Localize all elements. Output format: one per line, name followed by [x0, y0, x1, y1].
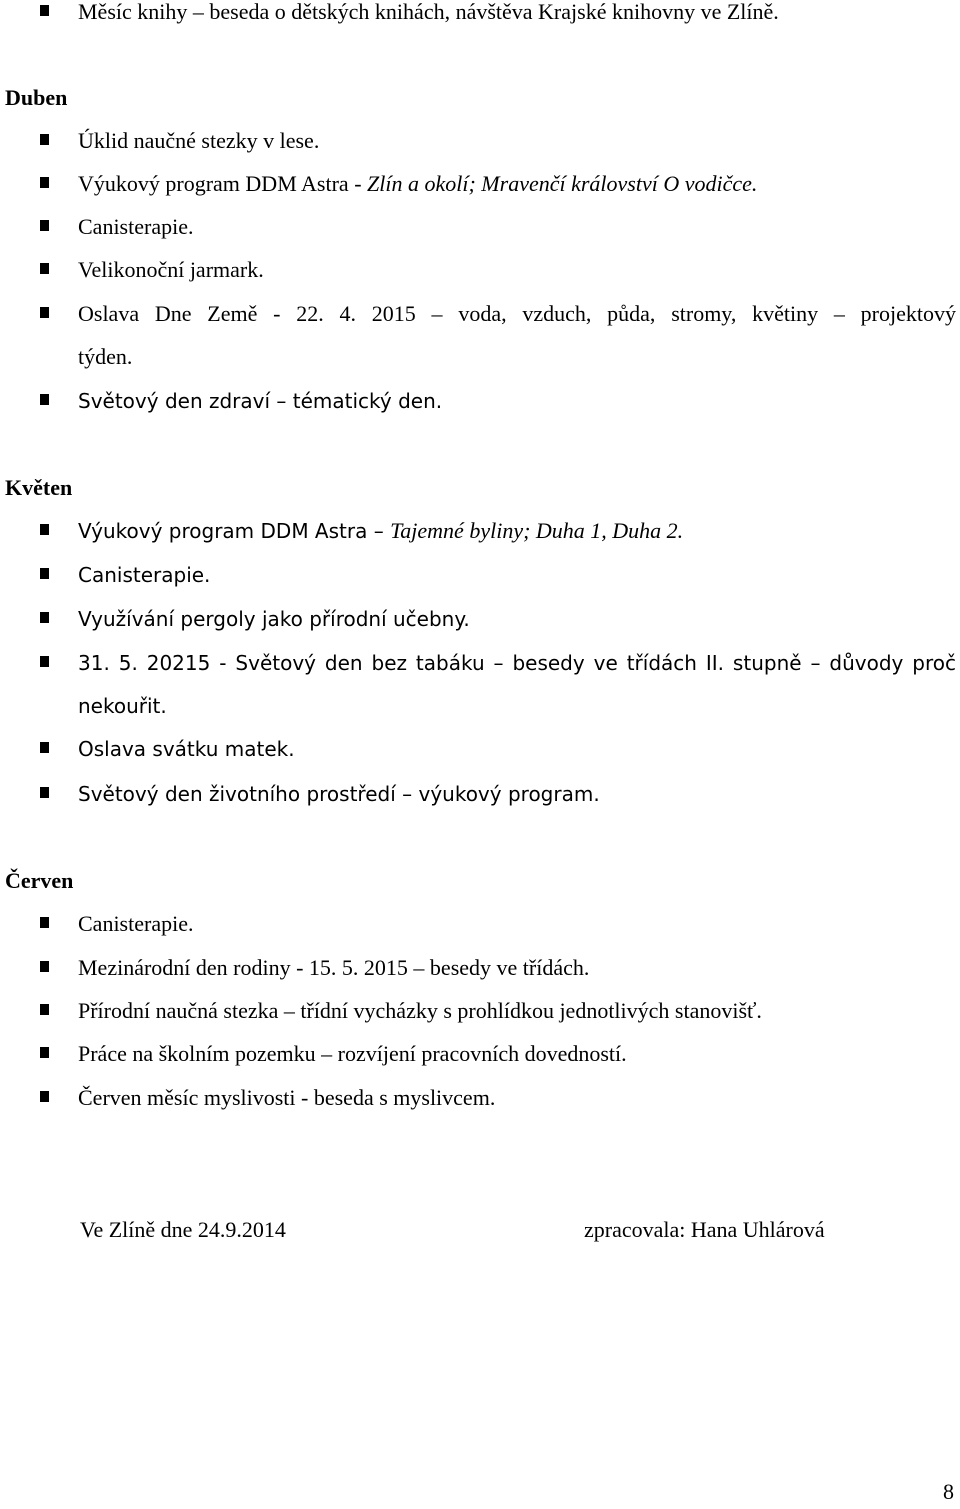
bullet-square-icon [40, 134, 49, 145]
list-item-text: 31. 5. 20215 - Světový den bez tabáku – besedy ve třídách II. stupně – důvody proč [78, 651, 956, 675]
list-item-text [78, 509, 683, 553]
bullet-square-icon [40, 307, 49, 318]
list-item [0, 989, 960, 1033]
list-item [0, 119, 960, 163]
section-heading-cerven: Červen [5, 868, 74, 893]
list-item [0, 379, 960, 423]
page-number: 8 [943, 1479, 954, 1504]
list-item-text: Oslava svátku matek. [78, 737, 295, 761]
list-item-text-italic: Zlín a okolí; Mravenčí království O vodičce. [367, 171, 758, 196]
bullet-square-icon [40, 1004, 49, 1015]
list-item-text [78, 162, 757, 206]
list-item-text-regular: Výukový program DDM Astra – [78, 519, 391, 543]
list-item [0, 162, 960, 206]
list-item-text: Světový den životního prostředí – výukový program. [78, 782, 600, 806]
list-item-text: Canisterapie. [78, 911, 194, 936]
list-item-text-regular: Výukový program DDM Astra - [78, 171, 368, 196]
bullet-square-icon [40, 5, 49, 16]
list-item-continuation [0, 684, 960, 728]
list-item-text: Mezinárodní den rodiny - 15. 5. 2015 – besedy ve třídách. [78, 955, 590, 980]
list-item [0, 1076, 960, 1120]
list-item-text: Využívání pergoly jako přírodní učebny. [78, 607, 470, 631]
list-item-text: Světový den zdraví – tématický den. [78, 389, 443, 413]
list-item [0, 292, 960, 336]
bullet-square-icon [40, 220, 49, 231]
list-item [0, 553, 960, 597]
section-heading-duben: Duben [5, 85, 68, 110]
section-heading-kveten: Květen [5, 475, 73, 500]
list-item [0, 205, 960, 249]
list-item-text: Červen měsíc myslivosti - beseda s myslivcem. [78, 1085, 496, 1110]
list-item [0, 772, 960, 816]
bullet-square-icon [40, 177, 49, 188]
bullet-square-icon [40, 263, 49, 274]
bullet-square-icon [40, 917, 49, 928]
bullet-square-icon [40, 1047, 49, 1058]
list-item [0, 1032, 960, 1076]
bullet-square-icon [40, 568, 49, 579]
list-item-text: Canisterapie. [78, 563, 211, 587]
list-item [0, 597, 960, 641]
footer-author: zpracovala: Hana Uhlárová [584, 1217, 825, 1242]
bullet-square-icon [40, 656, 49, 667]
list-item-text: týden. [78, 344, 133, 369]
list-item-text: nekouřit. [78, 694, 167, 718]
list-item [0, 248, 960, 292]
list-item [0, 946, 960, 990]
bullet-square-icon [40, 612, 49, 623]
bullet-square-icon [40, 1091, 49, 1102]
bullet-square-icon [40, 524, 49, 535]
list-item [0, 727, 960, 771]
list-item-text: Měsíc knihy – beseda o dětských knihách, návštěva Krajské knihovny ve Zlíně. [78, 0, 779, 24]
list-item [0, 509, 960, 553]
list-item-text: Oslava Dne Země - 22. 4. 2015 – voda, vzduch, půda, stromy, květiny – projektový [78, 301, 956, 326]
bullet-square-icon [40, 961, 49, 972]
bullet-square-icon [40, 787, 49, 798]
list-item-text: Úklid naučné stezky v lese. [78, 128, 320, 153]
list-item-text: Velikonoční jarmark. [78, 257, 264, 282]
list-item [0, 0, 960, 34]
list-item-continuation [0, 335, 960, 379]
list-item [0, 641, 960, 685]
bullet-square-icon [40, 742, 49, 753]
list-item-text: Přírodní naučná stezka – třídní vycházky s prohlídkou jednotlivých stanovišť. [78, 998, 762, 1023]
list-item-text: Práce na školním pozemku – rozvíjení pracovních dovedností. [78, 1041, 627, 1066]
footer-place-date: Ve Zlíně dne 24.9.2014 [80, 1217, 286, 1242]
list-item-text-italic: Tajemné byliny; Duha 1, Duha 2. [390, 518, 684, 543]
bullet-square-icon [40, 394, 49, 405]
list-item-text: Canisterapie. [78, 214, 194, 239]
list-item [0, 902, 960, 946]
